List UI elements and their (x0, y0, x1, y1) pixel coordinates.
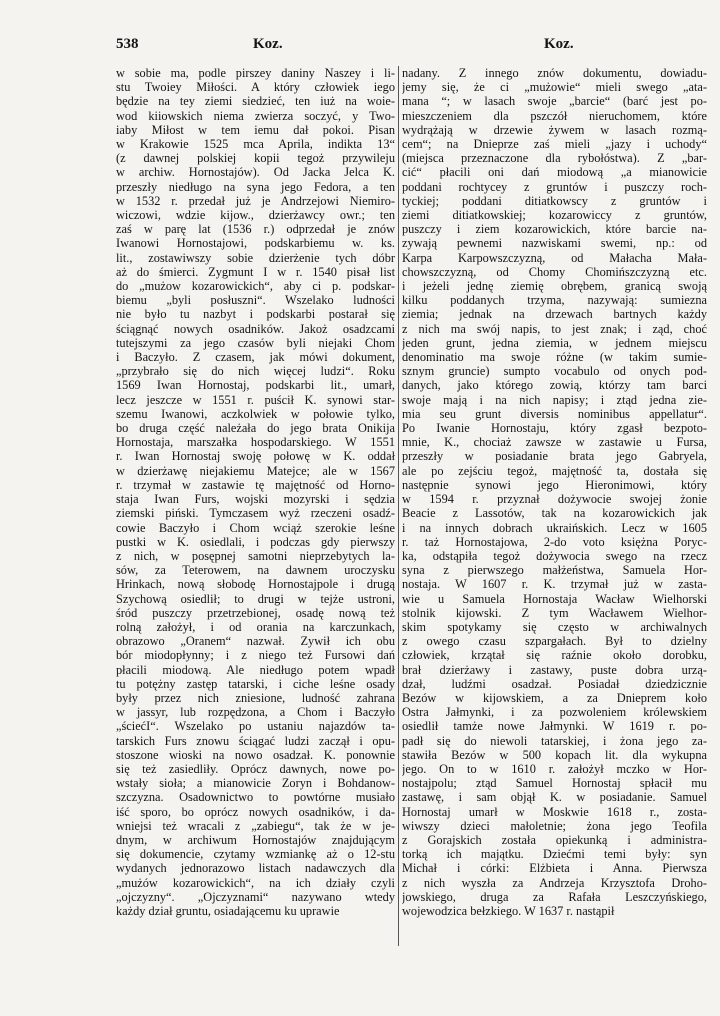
text-line: będzie na tey ziemi siedzieć, ten iuż na woie- (116, 94, 395, 109)
text-line: 1569 Iwan Hornostaj, podskarbi lit., umarł, (116, 378, 395, 393)
text-line: brał dzierżawy i zastawy, puste dobra urzą- (402, 662, 707, 677)
text-line: syna z pierwszego małżeństwa, Samuela Hor- (402, 563, 707, 578)
text-line: dnym, w archiwum Hornostajów znajdującym (116, 832, 395, 847)
text-line: przeszły niedługo na syna jego Fedora, a ten (116, 179, 395, 194)
right-text-column (402, 66, 707, 946)
text-line: cowie Baczyło i Chom wciąż szerokie leśne (116, 520, 395, 535)
text-line: Michał i córki: Elżbieta i Anna. Pierwsza (402, 861, 707, 876)
text-line: ściągnąć nowych osadników. Jakoż osadzcami (116, 321, 395, 336)
text-line: śród puszczy przetrzebionej, osadę nową też (116, 605, 395, 620)
text-line: dzał, ludźmi osadzał. Posiadał dziedzicznie (402, 676, 707, 691)
text-line: jemy się, że ci „mużowie“ mieli swego „ata- (402, 80, 707, 95)
text-line: z owego czasu szpargałach. Był to dzielny (402, 634, 707, 649)
column-divider (398, 66, 399, 946)
text-line: wod kiiowskich niema zwierza soczyć, y Two- (116, 108, 395, 123)
text-line: r. taż Hornostajowa, 2-do voto księżna Poryc- (402, 534, 707, 549)
text-line: nadany. Z innego znów dokumentu, dowiadu- (402, 66, 707, 80)
text-line: ka, odstąpiła tegoż dożywocia swego na rzecz (402, 548, 707, 563)
text-line: staja Iwan Furs, wojski mozyrski i sędzia (116, 492, 395, 507)
left-text-column (116, 66, 395, 946)
text-line: szczyzna. Osadownictwo to powtórne musiało (116, 790, 395, 805)
text-line: wiwszy dzieci małoletnie; żona jego Teofila (402, 818, 707, 833)
text-line: z nich, w posępnej samotni nieprzebytych la- (116, 548, 395, 563)
text-line: nostajpolu; ztąd Samuel Hornostaj spłacił mu (402, 776, 707, 791)
text-line: zastawę, i sam objął K. w posiadanie. Samuel (402, 790, 707, 805)
text-line: z nich ma swój napis, to jest znak; i ząd, choć (402, 321, 707, 336)
text-line: wydrążają w drzewie żywem w lasach rozmą- (402, 122, 707, 137)
text-line: Hornostaja, marszałka hospodarskiego. W 1551 (116, 435, 395, 450)
text-line: szemu Iwanowi, aczkolwiek w połowie tylko, (116, 406, 395, 421)
text-line: biemu „byli posłuszni“. Wszelako ludności (116, 293, 395, 308)
text-line: się też zasiedliły. Oprócz dawnych, nowe po- (116, 761, 395, 776)
text-line: każdy dział gruntu, osiadającemu ku uprawie (116, 903, 340, 918)
text-line: denominatio ma swoje różne (w takim sumie- (402, 350, 707, 365)
text-line: do „mużow kozarowickich“, aby ci p. podskar- (116, 279, 395, 294)
text-line: stoszone wioski na nowo osadzał. K. ponownie (116, 747, 395, 762)
text-line: tarskich Furs znowu ściągać ludzi zaczął i opu- (116, 733, 395, 748)
text-line: iść sporo, bo oprócz nowych osadników, i da- (116, 804, 395, 819)
text-line: jeden grunt, jedna ziemia, w jednem miejscu (402, 335, 707, 350)
page-header (116, 36, 592, 58)
text-line: mieszczeniem dla pszczół nieruchomem, które (402, 108, 707, 123)
text-line: Bezów w kijowskiem, a za Dnieprem koło (402, 690, 707, 705)
text-line: kilku poddanych trzyma, nazywają: sumiezna (402, 293, 707, 308)
text-line: w dzierżawę niejakiemu Matejce; ale w 1567 (116, 463, 395, 478)
text-line: chowszczyzną, od Chomy Chomińszczyzną etc. (402, 264, 707, 279)
text-line: iaby Miłost w tem iemu dał pokoi. Pisan (116, 122, 395, 137)
text-line: poddani rochtycey z gruntów i puszczy roch- (402, 179, 707, 194)
text-line: mnie, K., chociaż zawsze w zastawie u Fursa, (402, 435, 707, 450)
text-line: tyckiej; poddani ditiatkowscy z gruntów i (402, 193, 707, 208)
text-line: jego. On to w 1610 r. założył mczko w Hor- (402, 761, 707, 776)
text-line: przeszły w posiadanie brata jego Gabryela, (402, 449, 707, 464)
page-number: 538 (116, 36, 139, 52)
text-line: w Krakowie 1525 mca Aprila, indikta 13“ (116, 137, 395, 152)
text-line: w jassyr, lub rozpędzona, a Chom i Baczyło (116, 705, 395, 720)
text-line: z nich wyszła za Andrzeja Krzysztofa Droho- (402, 875, 707, 890)
text-line: z Gorajskich została opiekunką i administra- (402, 832, 707, 847)
text-line: osiedlił tamże nowe Jałmynki. W 1619 r. po- (402, 719, 707, 734)
text-line: (z dawnej polskiej kopii tegoż przywileju (116, 151, 395, 166)
text-line: lit., zostawiwszy sobie dzierżenie tych dóbr (116, 250, 395, 265)
text-line: w 1594 r. przyznał dożywocie swojej żonie (402, 492, 707, 507)
text-line: w 1532 r. przedał już je Andrzejowi Niemiro- (116, 193, 395, 208)
text-line: były przez nich zniesione, ludność zahrana (116, 690, 395, 705)
text-line: Hornostaj umarł w Moskwie 1618 r., zosta- (402, 804, 707, 819)
text-line: następnie synowi jego Hieronimowi, który (402, 477, 707, 492)
text-line: Iwanowi Hornostajowi, podskarbiemu w. ks. (116, 236, 395, 251)
text-line: bór miodopłynny; i z niego też Fursowi dań (116, 648, 395, 663)
text-line: cem“; na Dnieprze zaś mieli „jazy i uchody“ (402, 137, 707, 152)
text-line: mana “; w lasach swoje „barcie“ (barć jest po- (402, 94, 707, 109)
text-line: się dokumencie, czytamy wzmiankę aż o 12-stu (116, 847, 395, 862)
text-line: (miejsca przeznaczone dla rybołóstwa). Z „bar- (402, 151, 707, 166)
text-line: wie u Samuela Hornostaja Wacław Wielhorski (402, 591, 707, 606)
text-line: tu potężny zastęp tatarski, i ciche leśne osady (116, 676, 395, 691)
text-line: wydanych jednorazowo listach nadawczych dla (116, 861, 395, 876)
text-line: ziemia; jednak na drzewach bartnych każdy (402, 307, 707, 322)
text-line: tutejszymi za jego czasów byli niejaki Chom (116, 335, 395, 350)
text-line: stu Twoiey Miłości. A który człowiek iego (116, 80, 395, 95)
text-line: jowskiego, druga za Rafała Leszczyńskiego, (402, 889, 707, 904)
text-line: obrazowo „Oranem“ nazwał. Zywił ich obu (116, 634, 395, 649)
text-line: „ojczyzny“. „Ojczyznami“ nazywano wtedy (116, 889, 395, 904)
text-line: „przybrało się do nich więcej ludzi“. Roku (116, 364, 395, 379)
text-line: wstały sioła; a mianowicie Zoryn i Bohdanow- (116, 776, 395, 791)
text-line: r. Iwan Hornostaj swoję połowę w K. oddał (116, 449, 395, 464)
text-line: i jeżeli jednę ziemię obrębem, granicą swoją (402, 279, 707, 294)
text-line: i Baczyło. Z czasem, jak mówi dokument, (116, 350, 395, 365)
text-line: płacili miodową. Ale niedługo potem wpadł (116, 662, 395, 677)
text-line: Po Iwanie Hornostaju, który zgasł bezpoto- (402, 421, 707, 436)
text-line: Ostra Jałmynki, i za pozwoleniem królewskiem (402, 705, 707, 720)
text-line: człowiek, krzątał się raźnie około dorobku, (402, 648, 707, 663)
text-line: wojewodzica bełzkiego. W 1637 r. nastąpił (402, 903, 615, 918)
text-line: ale po zejściu tegoż, majętność ta, dostała się (402, 463, 707, 478)
text-line: stawiła Bezów w 500 kopach lit. dla wykupna (402, 747, 707, 762)
text-line: Szychową osiedlił; to drugi w tejże ustroni, (116, 591, 395, 606)
text-line: nie było tu nazbyt i podskarbi postarał się (116, 307, 395, 322)
text-line: mia seu grunt diversis nominibus appellatur“. (402, 406, 707, 421)
text-line: i na innych dobrach ukraińskich. Lecz w 1605 (402, 520, 707, 535)
text-line: ziemi ditiatkowskiej; kozarowiccy z gruntów, (402, 208, 707, 223)
text-line: lecz jeszcze w 1551 r. puścił K. synowi star- (116, 392, 395, 407)
text-line: ziemski piński. Tymczasem wyż rzeczeni osadź- (116, 506, 395, 521)
text-line: Hrinkach, nową słobodę Hornostajpole i drugą (116, 577, 395, 592)
text-line: w archiw. Hornostajów). Od Jacka Jelca K. (116, 165, 395, 180)
text-line: nostaja. W 1607 r. K. trzymał już w zastа- (402, 577, 707, 592)
text-line: sznym gruncie) sumpto vocabulo od onych pod- (402, 364, 707, 379)
text-line: Karpa Karpowszczyzną, od Małacha Mała- (402, 250, 707, 265)
text-line: „mużów kozarowickich“, na ich działy czyli (116, 875, 395, 890)
left-running-head: Koz. (253, 36, 283, 52)
text-line: „ściećI“. Wszelako po ustaniu najazdów ta- (116, 719, 395, 734)
text-line: zaś w parę lat (1536 r.) odprzedał je znów (116, 222, 395, 237)
text-line: skim spotykamy się często w archiwalnych (402, 619, 707, 634)
text-line: sów, za Teterowem, na dawnem uroczysku (116, 563, 395, 578)
text-line: bo druga część należała do jego brata Onikija (116, 421, 395, 436)
text-line: wiczowi, wdzie kijow., dzierżawcy owr.; ten (116, 208, 395, 223)
text-line: pustki w K. osiedlali, i podczas gdy pierwszy (116, 534, 395, 549)
text-line: wniejsi też wracali z „zabiegu“, tak że w je- (116, 818, 395, 833)
text-line: stolnik kijowski. Z tym Wacławem Wielhor- (402, 605, 707, 620)
text-line: cić“ płacili oni dań miodową „a mianowicie (402, 165, 707, 180)
text-line: danych, jako którego zowią, którzy tam barci (402, 378, 707, 393)
text-line: aż do śmierci. Zygmunt I w r. 1540 pisał list (116, 264, 395, 279)
text-line: puszczy i ziem kozarowickich, które barcie na- (402, 222, 707, 237)
right-running-head: Koz. (544, 36, 574, 52)
text-line: padł się do niewoli tatarskiej, i żona jego za- (402, 733, 707, 748)
text-line: zywają pewnemi nazwiskami swemi, np.: od (402, 236, 707, 251)
text-line: Beacie z Lassotów, tak na kozarowickich jak (402, 506, 707, 521)
text-line: rolną założył, i od orania na karczunkach, (116, 619, 395, 634)
text-line: w sobie ma, podle pirszey daniny Naszey i li- (116, 66, 395, 80)
text-line: r. trzymał w zastawie tę majętność od Horno- (116, 477, 395, 492)
text-line: torką ich majątku. Dziećmi temi były: syn (402, 847, 707, 862)
text-line: swoje mają i na nich napisy; i ztąd jedna zie- (402, 392, 707, 407)
